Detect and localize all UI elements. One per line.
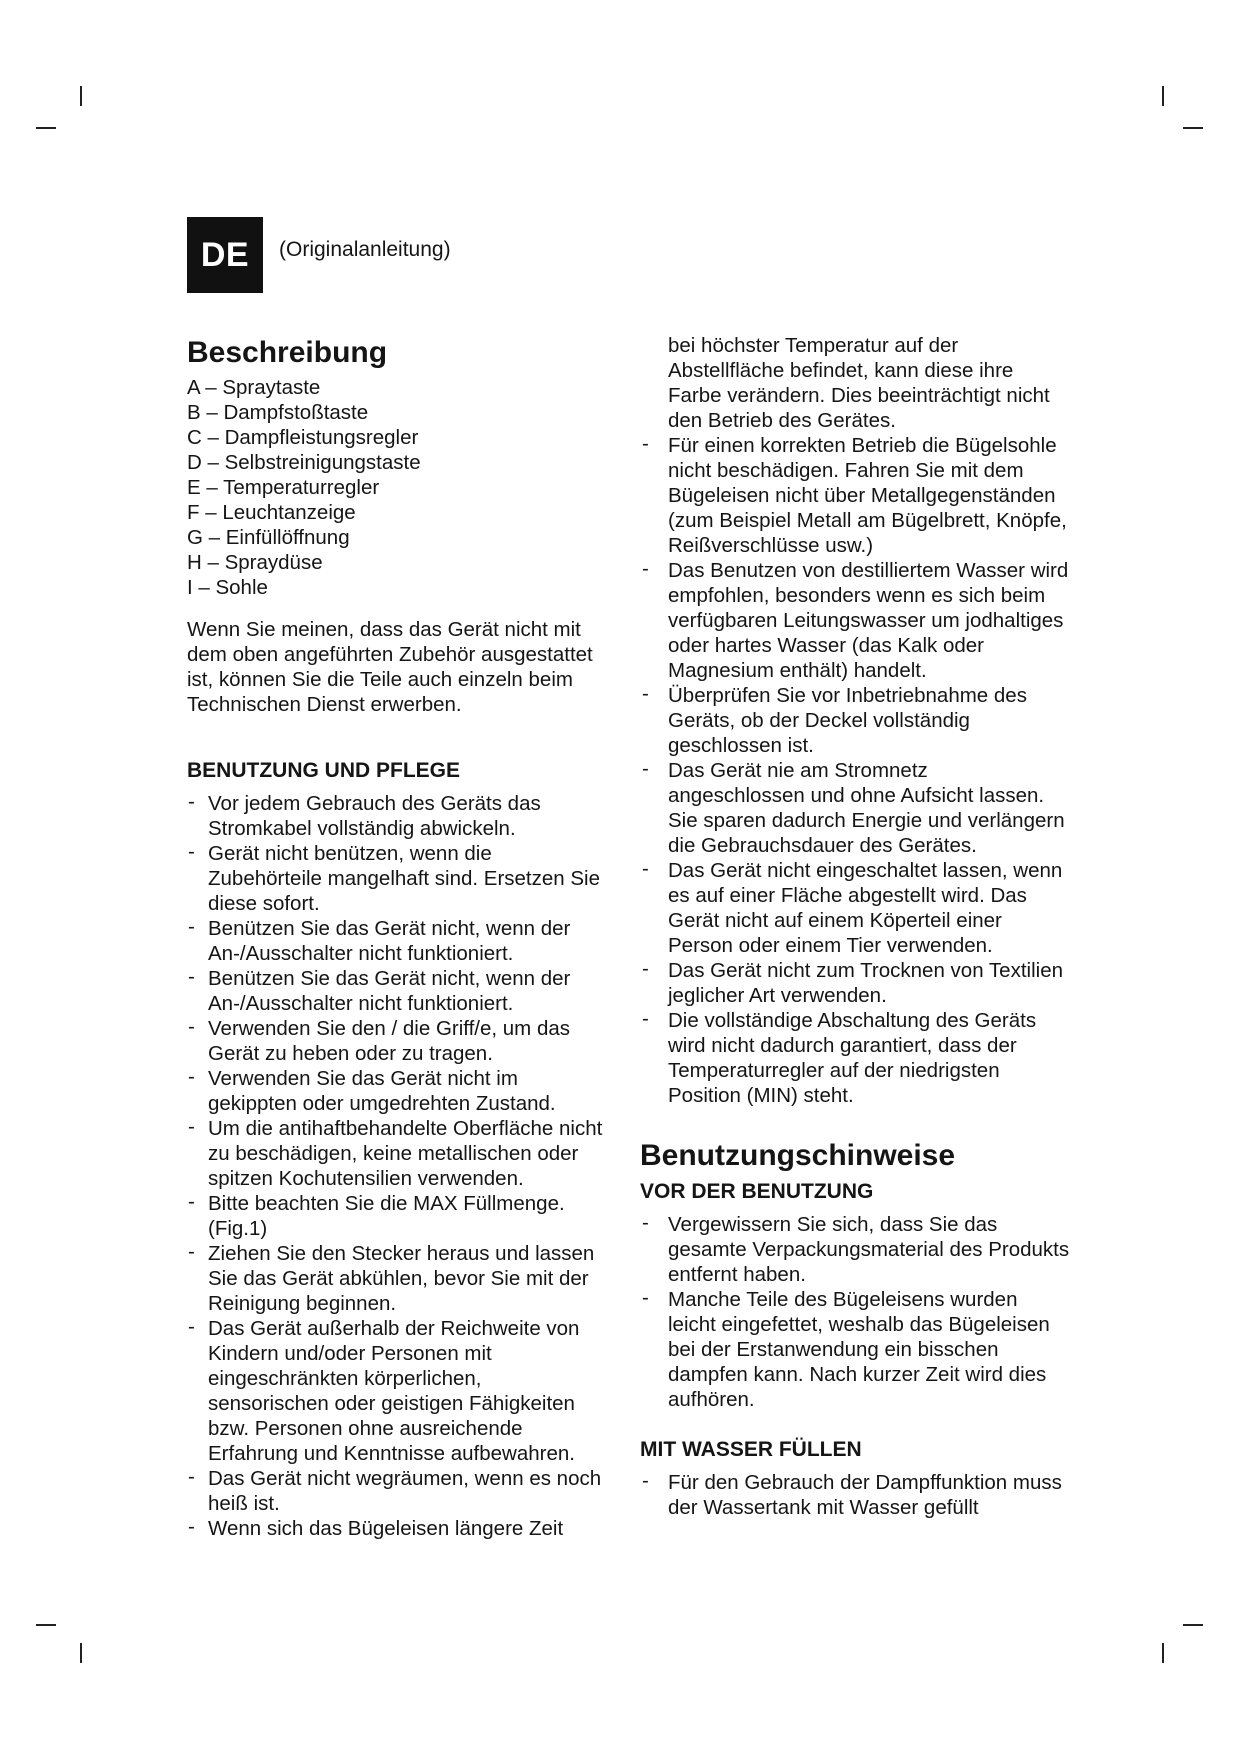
list-item: - Ziehen Sie den Stecker heraus und lassen Sie das Gerät abkühlen, bevor Sie mit der Reinigung beginnen. (187, 1241, 607, 1316)
crop-mark-bottom-left-horizontal (36, 1624, 56, 1626)
list-item: - Das Gerät außerhalb der Reichweite von Kindern und/oder Personen mit eingeschränkten körperlichen, sensorischen oder geistigen Fähigkeiten bzw. Personen ohne ausreichende Erfahrung und Kenntnisse aufbewahren. (187, 1316, 607, 1466)
list-item: - Vergewissern Sie sich, dass Sie das gesamte Verpackungsmaterial des Produkts entfernt haben. (640, 1212, 1070, 1287)
language-badge: DE (187, 217, 263, 293)
list-item: - Gerät nicht benützen, wenn die Zubehörteile mangelhaft sind. Ersetzen Sie diese sofort. (187, 841, 607, 916)
list-item: - Das Gerät nie am Stromnetz angeschlossen und ohne Aufsicht lassen. Sie sparen dadurch Energie und verlängern die Gebrauchsdauer des Gerätes. (640, 758, 1070, 858)
crop-mark-bottom-right-horizontal (1183, 1624, 1203, 1626)
list-item: - Um die antihaftbehandelte Oberfläche nicht zu beschädigen, keine metallischen oder spitzen Kochutensilien verwenden. (187, 1116, 607, 1191)
parts-list-item: E – Temperaturregler (187, 476, 380, 499)
crop-mark-bottom-left-vertical (80, 1643, 82, 1663)
parts-list-item: D – Selbstreinigungstaste (187, 451, 421, 474)
list-item: - Das Gerät nicht zum Trocknen von Textilien jeglicher Art verwenden. (640, 958, 1070, 1008)
fill-water-list (640, 1470, 1070, 1520)
list-item: - Das Gerät nicht eingeschaltet lassen, wenn es auf einer Fläche abgestellt wird. Das Gerät nicht auf einem Köperteil einer Person oder einem Tier verwenden. (640, 858, 1070, 958)
usage-care-list-continued (640, 433, 1070, 1108)
list-item: - Benützen Sie das Gerät nicht, wenn der An-/Ausschalter nicht funktioniert. (187, 966, 607, 1016)
parts-list-item: C – Dampfleistungsregler (187, 426, 419, 449)
parts-list-item: I – Sohle (187, 576, 268, 599)
list-item: - Verwenden Sie den / die Griff/e, um das Gerät zu heben oder zu tragen. (187, 1016, 607, 1066)
crop-mark-top-left-horizontal (36, 127, 56, 129)
right-column (640, 333, 1070, 1520)
list-item: - Manche Teile des Bügeleisens wurden leicht eingefettet, weshalb das Bügeleisen bei der Erstanwendung ein bisschen dampfen kann. Nach kurzer Zeit wird dies aufhören. (640, 1287, 1070, 1412)
description-heading: Beschreibung (187, 336, 388, 369)
before-use-heading: VOR DER BENUTZUNG (640, 1180, 874, 1203)
page-subtitle: (Originalanleitung) (279, 238, 451, 261)
fill-water-heading: MIT WASSER FÜLLEN (640, 1438, 862, 1461)
list-item: - Das Gerät nicht wegräumen, wenn es noch heiß ist. (187, 1466, 607, 1516)
usage-care-heading: BENUTZUNG UND PFLEGE (187, 759, 460, 782)
list-item: - Überprüfen Sie vor Inbetriebnahme des Geräts, ob der Deckel vollständig geschlossen ist. (640, 683, 1070, 758)
list-item: - Bitte beachten Sie die MAX Füllmenge. (Fig.1) (187, 1191, 607, 1241)
crop-mark-bottom-right-vertical (1162, 1643, 1164, 1663)
crop-mark-top-right-vertical (1162, 86, 1164, 106)
before-use-list (640, 1212, 1070, 1412)
parts-list-item: F – Leuchtanzeige (187, 501, 356, 524)
crop-mark-top-right-horizontal (1183, 127, 1203, 129)
crop-mark-top-left-vertical (80, 86, 82, 106)
instructions-heading: Benutzungschinweise (640, 1139, 956, 1172)
list-item: - Benützen Sie das Gerät nicht, wenn der An-/Ausschalter nicht funktioniert. (187, 916, 607, 966)
parts-list-item: G – Einfüllöffnung (187, 526, 350, 549)
parts-list (187, 375, 607, 600)
list-item: - Für den Gebrauch der Dampffunktion muss der Wassertank mit Wasser gefüllt (640, 1470, 1070, 1520)
list-item: - Verwenden Sie das Gerät nicht im gekippten oder umgedrehten Zustand. (187, 1066, 607, 1116)
usage-care-list (187, 791, 607, 1541)
list-item: - Vor jedem Gebrauch des Geräts das Stromkabel vollständig abwickeln. (187, 791, 607, 841)
list-item: - Das Benutzen von destilliertem Wasser wird empfohlen, besonders wenn es sich beim verfügbaren Leitungswasser um jodhaltiges oder hartes Wasser (das Kalk oder Magnesium enthält) handelt. (640, 558, 1070, 683)
list-item: - Die vollständige Abschaltung des Geräts wird nicht dadurch garantiert, dass der Temperaturregler auf der niedrigsten Position (MIN) steht. (640, 1008, 1070, 1108)
parts-list-item: B – Dampfstoßtaste (187, 401, 369, 424)
list-item: - Für einen korrekten Betrieb die Bügelsohle nicht beschädigen. Fahren Sie mit dem Bügeleisen nicht über Metallgegenständen (zum Beispiel Metall am Bügelbrett, Knöpfe, Reißverschlüsse usw.) (640, 433, 1070, 558)
continued-text: bei höchster Temperatur auf der Abstellfläche befindet, kann diese ihre Farbe verändern. Dies beeinträchtigt nicht den Betrieb des Gerätes. (668, 334, 1050, 432)
parts-list-item: A – Spraytaste (187, 376, 321, 399)
accessories-note: Wenn Sie meinen, dass das Gerät nicht mit dem oben angeführten Zubehör ausgestattet ist, können Sie die Teile auch einzeln beim Technischen Dienst erwerben. (187, 618, 593, 716)
list-item: - Wenn sich das Bügeleisen längere Zeit (187, 1516, 607, 1541)
parts-list-item: H – Spraydüse (187, 551, 323, 574)
left-column (187, 335, 607, 1541)
